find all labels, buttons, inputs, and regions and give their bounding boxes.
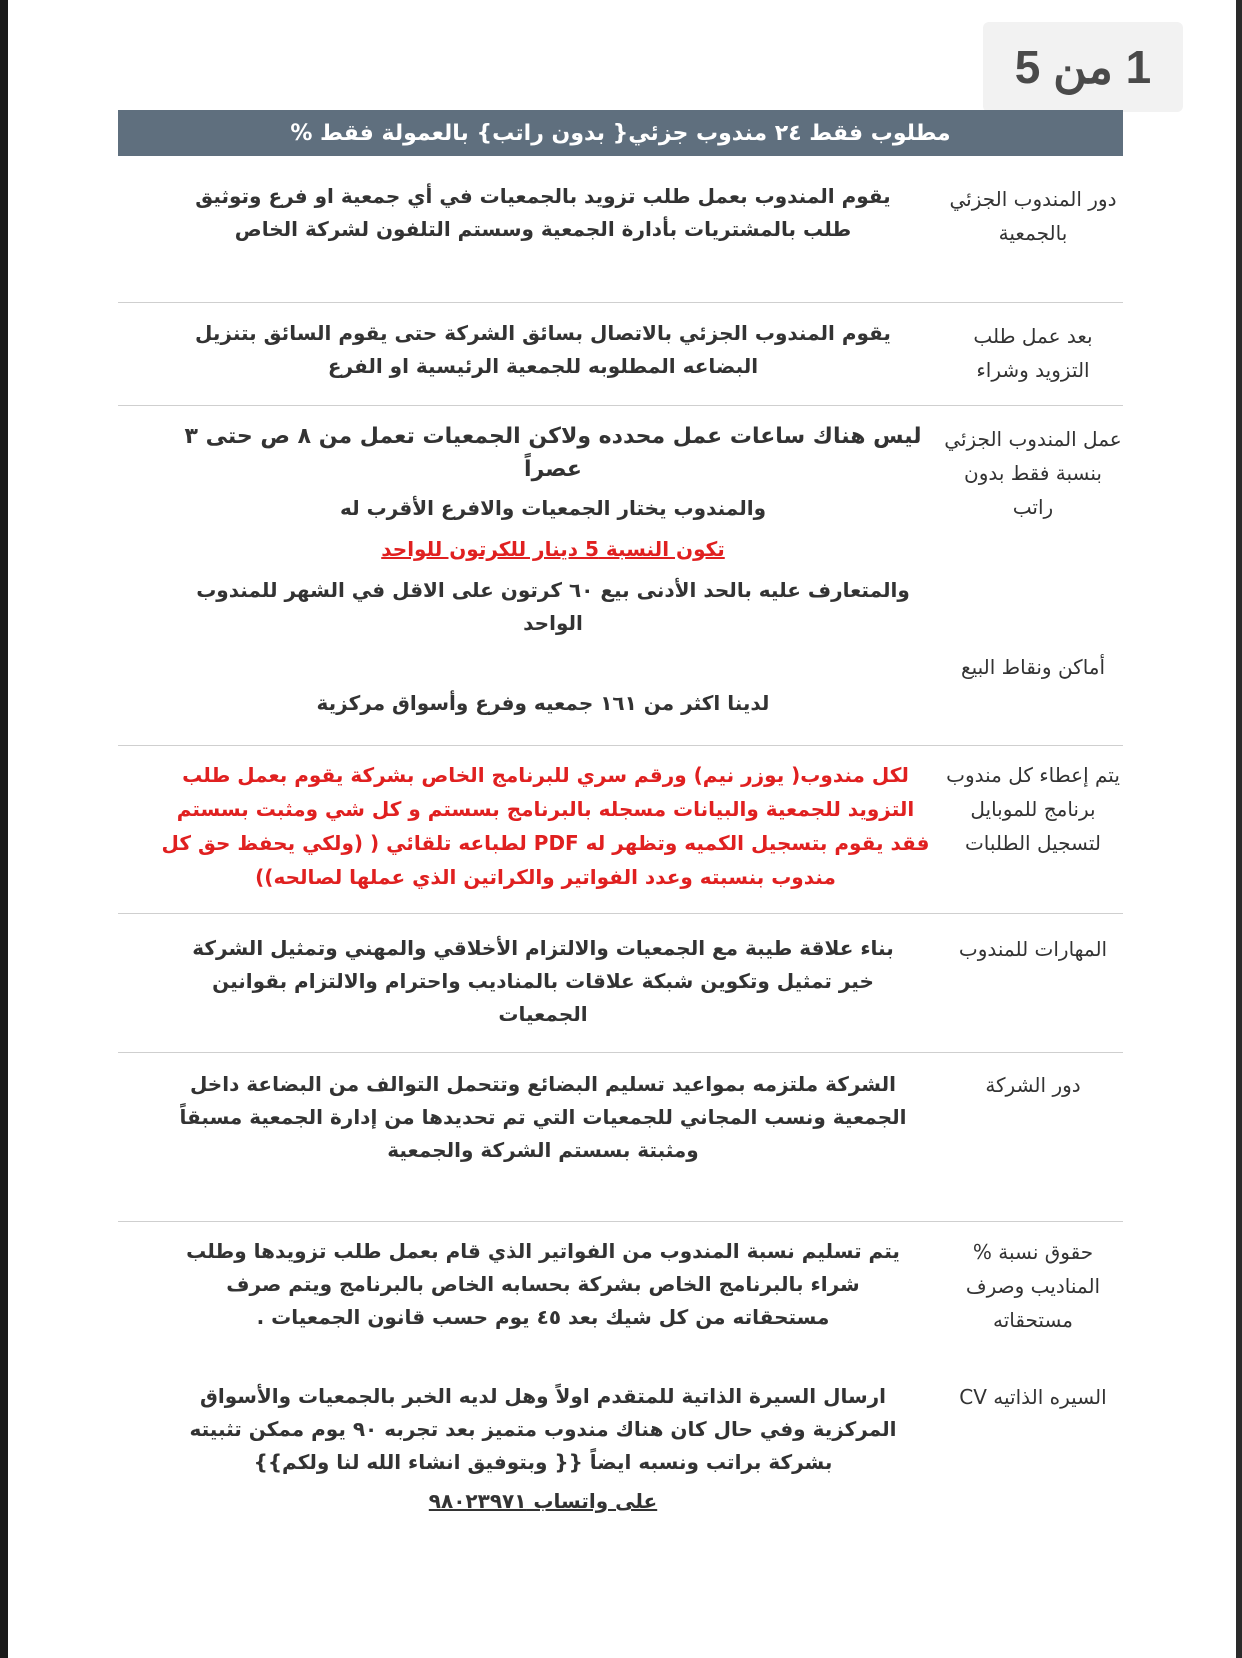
row-label: دور المندوب الجزئي بالجمعية bbox=[949, 187, 1117, 245]
row-label: حقوق نسبة % المناديب وصرف مستحقاته bbox=[965, 1240, 1101, 1332]
row-sales-points bbox=[118, 650, 1123, 720]
row-label: دور الشركة bbox=[985, 1073, 1081, 1097]
content-line: يقوم المندوب بعمل طلب تزويد بالجمعيات في أي جمعية او فرع وتوثيق طلب بالمشتريات بأدارة الجمعية وسستم التلفون لشركة الخاص bbox=[195, 184, 891, 241]
content-line: ارسال السيرة الذاتية للمتقدم اولاً وهل لديه الخبر بالجمعيات والأسواق المركزية وفي حال كان هناك مندوب متميز بعد تجربه ٩٠ يوم ممكن تثبيته بشركة براتب ونسبه ايضاً {{ وبتوفيق انشاء الله لنا ولكم}} bbox=[189, 1384, 897, 1474]
row-skills bbox=[118, 930, 1123, 1040]
row-label: أماكن ونقاط البيع bbox=[960, 655, 1106, 679]
left-edge bbox=[0, 0, 8, 1658]
divider bbox=[118, 745, 1123, 746]
whatsapp-contact[interactable]: على واتساب ٩٨٠٢٣٩٧١ bbox=[428, 1489, 658, 1513]
content-line: ليس هناك ساعات عمل محدده ولاكن الجمعيات تعمل من ٨ ص حتى ٣ عصراً bbox=[184, 424, 922, 482]
row-content bbox=[173, 420, 933, 640]
content-line: بناء علاقة طيبة مع الجمعيات والالتزام الأخلاقي والمهني وتمثيل الشركة خير تمثيل وتكوين شبكة علاقات بالمناديب واحترام والالتزام بقوانين الجمعيات bbox=[192, 936, 894, 1026]
row-cv bbox=[118, 1380, 1123, 1550]
commission-rate: تكون النسبة 5 دينار للكرتون للواحد bbox=[381, 537, 725, 561]
content-line: والمندوب يختار الجمعيات والافرع الأقرب له bbox=[339, 496, 767, 520]
row-label: عمل المندوب الجزئي بنسبة فقط بدون راتب bbox=[944, 427, 1122, 519]
row-content bbox=[178, 1380, 908, 1518]
row-content bbox=[158, 758, 933, 894]
content-line: الشركة ملتزمه بمواعيد تسليم البضائع وتتحمل التوالف من البضاعة داخل الجمعية ونسب المجاني للجمعيات التي تم تحديدها من إدارة الجمعية مسبقاً ومثبتة بسستم الشركة والجمعية bbox=[179, 1072, 907, 1162]
row-rep-role bbox=[118, 178, 1123, 278]
row-content bbox=[178, 1235, 908, 1334]
content-line: لدينا اكثر من ١٦١ جمعيه وفرع وأسواق مركزية bbox=[316, 691, 770, 715]
row-mobile-app bbox=[118, 758, 1123, 898]
divider bbox=[118, 1221, 1123, 1222]
content-line: يقوم المندوب الجزئي بالاتصال بسائق الشركة حتى يقوم السائق بتنزيل البضاعه المطلوبه للجمعية الرئيسية او الفرع bbox=[195, 321, 891, 378]
content-line: لكل مندوب( يوزر نيم) ورقم سري للبرنامج الخاص بشركة يقوم بعمل طلب التزويد للجمعية والبيانات مسجله بالبرنامج بسستم و كل شي ومثبت بسستم فقد يقوم بتسجيل الكميه وتظهر له PDF لطباعه تلقائي ( (ولكي يحفظ حق كل مندوب بنسبته وعدد الفواتير والكراتين الذي عملها لصالحه)) bbox=[161, 763, 930, 889]
row-rights bbox=[118, 1235, 1123, 1365]
content-line: يتم تسليم نسبة المندوب من الفواتير الذي قام بعمل طلب تزويدها وطلب شراء بالبرنامج الخاص بشركة بحسابه الخاص بالبرنامج ويتم صرف مستحقاته من كل شيك بعد ٤٥ يوم حسب قانون الجمعيات . bbox=[186, 1239, 900, 1329]
row-commission-work bbox=[118, 420, 1123, 640]
row-content bbox=[178, 687, 908, 720]
header-title: مطلوب فقط ٢٤ مندوب جزئي{ بدون راتب} بالعمولة فقط % bbox=[118, 110, 1123, 156]
row-after-order bbox=[118, 315, 1123, 385]
right-edge bbox=[1236, 0, 1242, 1658]
row-content bbox=[178, 180, 908, 246]
row-company-role bbox=[118, 1068, 1123, 1198]
page-counter: 1 من 5 bbox=[983, 22, 1183, 112]
row-label: يتم إعطاء كل مندوب برنامج للموبايل لتسجيل الطلبات bbox=[946, 763, 1120, 855]
row-content bbox=[178, 317, 908, 383]
divider bbox=[118, 913, 1123, 914]
row-content bbox=[178, 932, 908, 1031]
row-label: السيره الذاتيه CV bbox=[959, 1385, 1107, 1409]
divider bbox=[118, 302, 1123, 303]
row-label: بعد عمل طلب التزويد وشراء bbox=[973, 324, 1093, 382]
divider bbox=[118, 1052, 1123, 1053]
row-content bbox=[178, 1068, 908, 1167]
content-line: والمتعارف عليه بالحد الأدنى بيع ٦٠ كرتون على الاقل في الشهر للمندوب الواحد bbox=[196, 578, 910, 635]
divider bbox=[118, 405, 1123, 406]
row-label: المهارات للمندوب bbox=[958, 937, 1108, 961]
